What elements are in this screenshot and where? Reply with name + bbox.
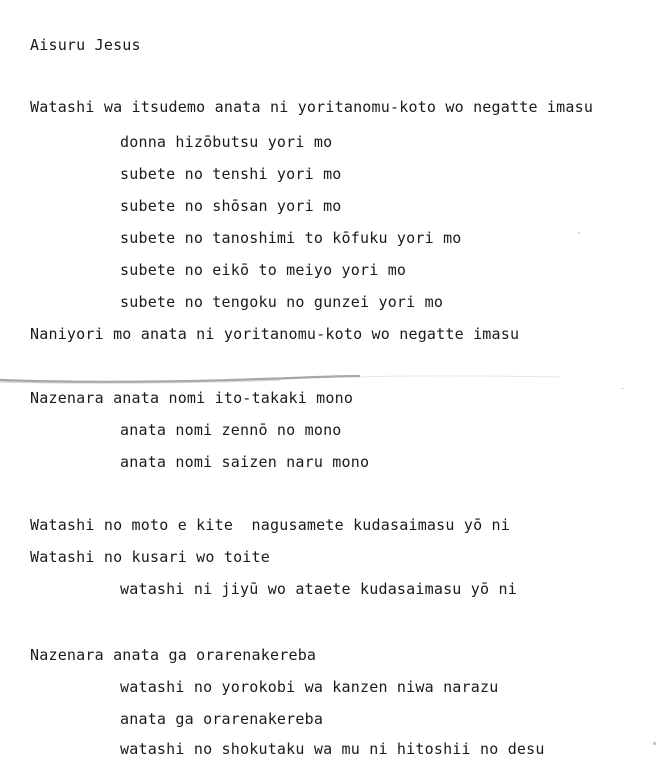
poem-title: Aisuru Jesus [30, 36, 141, 54]
poem-line: donna hizōbutsu yori mo [120, 133, 333, 151]
poem-line: anata nomi zennō no mono [120, 421, 342, 439]
poem-line: subete no tanoshimi to kōfuku yori mo [120, 229, 462, 247]
poem-line: Nazenara anata nomi ito-takaki mono [30, 389, 354, 407]
poem-line: Naniyori mo anata ni yoritanomu-koto wo negatte imasu [30, 325, 520, 343]
scan-speck [578, 232, 580, 234]
scan-speck [653, 742, 656, 745]
poem-line: subete no tengoku no gunzei yori mo [120, 293, 444, 311]
poem-line: anata nomi saizen naru mono [120, 453, 370, 471]
scan-streak [0, 368, 664, 390]
poem-line: subete no tenshi yori mo [120, 165, 342, 183]
poem-line: Watashi wa itsudemo anata ni yoritanomu-koto wo negatte imasu [30, 98, 594, 116]
poem-line: Nazenara anata ga orarenakereba [30, 646, 317, 664]
poem-line: watashi no shokutaku wa mu ni hitoshii no desu [120, 740, 545, 758]
scan-speck [621, 388, 624, 389]
poem-line: watashi ni jiyū wo ataete kudasaimasu yō ni [120, 580, 517, 598]
poem-line: subete no eikō to meiyo yori mo [120, 261, 407, 279]
poem-line: subete no shōsan yori mo [120, 197, 342, 215]
poem-line: Watashi no moto e kite nagusamete kudasaimasu yō ni [30, 516, 510, 534]
poem-line: Watashi no kusari wo toite [30, 548, 270, 566]
poem-line: anata ga orarenakereba [120, 710, 324, 728]
poem-line: watashi no yorokobi wa kanzen niwa narazu [120, 678, 499, 696]
